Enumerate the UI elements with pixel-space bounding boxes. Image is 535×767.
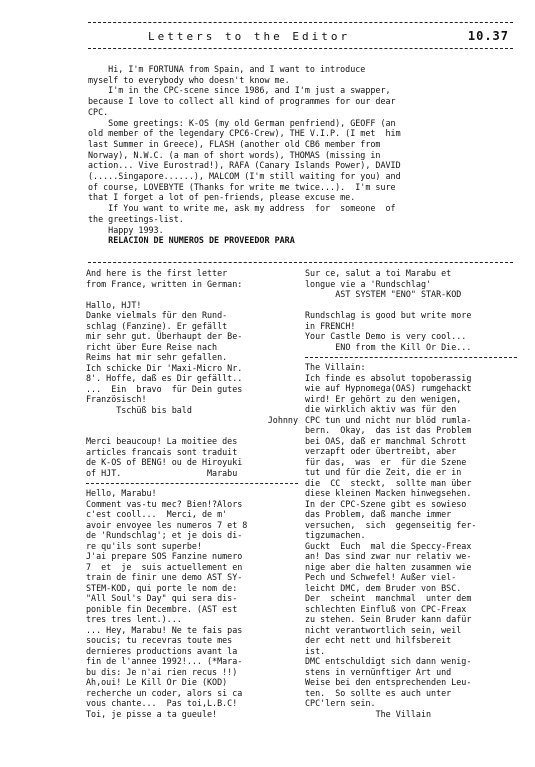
letter-line: Danke vielmals für den Rund-	[86, 310, 228, 320]
letter-line: articles francais sont traduit	[86, 446, 238, 457]
letter-line: Der scheint manchmal unter dem	[305, 593, 472, 603]
letter-line: ... Hey, Marabu! Ne te fais pas	[86, 624, 243, 635]
letter-line: re qu'ils sont superbe!	[86, 540, 202, 551]
letter-line: Johnny	[267, 415, 298, 425]
letter-line: soucis; tu recevras toute mes	[86, 635, 233, 645]
letter-line: CPC'lern sein.	[305, 698, 376, 708]
intro-paragraph: Happy 1993.	[88, 224, 164, 235]
letter-line: Ich schicke Dir 'Maxi-Micro Nr.	[86, 362, 243, 373]
intro-paragraph: Hi, I'm FORTUNA from Spain, and I want to introduce myself to everybody who doesn't know me.	[88, 64, 366, 85]
intro-paragraph: I'm in the CPC-scene since 1986, and I'm just a swapper, because I love to collect all kind of programmes for our dear CPC.	[88, 85, 396, 117]
letter-line: stens in vernünftiger Art und	[305, 666, 452, 677]
letter-line: ist.	[305, 645, 326, 656]
letter-line: die wirklich aktiv was für den	[305, 404, 457, 414]
letter-line: c'est cooll... Merci, de m'	[86, 509, 228, 519]
letter-block	[86, 488, 298, 719]
letter-line: an! Das sind zwar nur relativ we-	[305, 551, 472, 561]
letter-line: wie auf Hypnomega(OAS) rumgehackt	[305, 383, 472, 393]
letter-line: dernieres productions avant la	[86, 645, 238, 656]
letter-line: J'ai prepare SOS Fanzine numero	[86, 551, 243, 561]
letter-line: nicht verantwortlich sein, weil	[305, 624, 462, 635]
letter-line	[86, 289, 298, 300]
letter-line: ponible fin Decembre. (AST est	[86, 603, 238, 614]
letter-line: tut und für die Zeit, die er in	[305, 467, 462, 477]
letter-line: die CC steckt, sollte man über	[305, 477, 472, 488]
letter-line: DMC entschuldigt sich dann wenig-	[305, 656, 472, 666]
letter-line: 8'. Hoffe, daß es Dir gefällt..	[86, 373, 243, 383]
letter-line: The Villain:	[305, 362, 366, 372]
letter-line: bu dis: Je n'ai rien recus !!)	[86, 666, 238, 677]
letter-block	[305, 362, 517, 719]
letter-line: The Villain	[305, 708, 432, 719]
letter-line: Guckt Euch mal die Speccy-Freax	[305, 540, 472, 551]
letter-line: tres tres lent.)...	[86, 614, 182, 624]
letter-line: ENO from the Kill Or Die...	[305, 341, 472, 352]
intro-letter	[88, 64, 513, 246]
letter-block	[305, 268, 517, 352]
letter-line: fin de l'annee 1992!... (*Mara-	[86, 656, 243, 666]
letter-line: zu stehen. Sein Bruder kann dafür	[305, 614, 472, 624]
letter-line: nige aber die halten zusammen wie	[305, 561, 472, 572]
intro-heading: RELACION DE NUMEROS DE PROVEEDOR PARA	[88, 235, 295, 246]
right-column	[305, 268, 517, 757]
letter-line: Französisch!	[86, 394, 147, 404]
intro-paragraph: If You want to write me, ask my address for someone of the greetings-list.	[88, 203, 396, 224]
letter-line: Ah,oui! Le Kill Or Die (KOD)	[86, 677, 228, 687]
letter-line: "All Soul's Day" qui sera dis-	[86, 593, 238, 603]
letter-line	[305, 300, 517, 311]
letter-line: And here is the first letter	[86, 268, 228, 278]
letter-line: from France, written in German:	[86, 278, 243, 289]
letter-line: de K-OS of BENG! ou de Hiroyuki	[86, 457, 243, 467]
letter-line: bei OAS, daß er manchmal Schrott	[305, 435, 467, 446]
header-bottom-rule	[88, 48, 513, 49]
letter-line: Hello, Marabu!	[86, 488, 157, 498]
page-header	[88, 26, 513, 46]
letter-line: CPC tun und nicht nur blöd rumla-	[305, 414, 472, 425]
letters-columns	[86, 268, 517, 757]
page-number: 10.37	[467, 29, 509, 43]
letter-line: Weise bei den entsprechenden Leu-	[305, 677, 472, 687]
letter-line: wird! Er gehört zu den wenigen,	[305, 393, 462, 404]
section-rule	[88, 262, 513, 263]
letter-line: tigzumachen.	[305, 530, 366, 540]
letter-line: longue vie a 'Rundschlag'	[305, 278, 432, 289]
letter-line: versuchen, sich gegenseitig fer-	[305, 519, 477, 530]
letter-line: Reims hat mir sehr gefallen.	[86, 352, 228, 362]
page-title: Letters to the Editor	[148, 29, 351, 43]
letter-line: leicht DMC, dem Bruder von BSC.	[305, 582, 462, 593]
letter-line: Ich finde es absolut topoberassig	[305, 372, 472, 383]
letter-line: verzapft oder übertreibt, aber	[305, 446, 457, 456]
letter-line: STEM-KOD, qui porte le nom de:	[86, 582, 238, 593]
letter-line: In der CPC-Szene gibt es sowieso	[305, 498, 467, 509]
letter-line: 7 et je suis actuellement en	[86, 561, 243, 572]
letter-line: für das, was er für die Szene	[305, 456, 467, 467]
letter-block	[86, 268, 298, 478]
letter-line: vous chante... Pas toi,L.B.C!	[86, 698, 238, 708]
letter-line: Your Castle Demo is very cool...	[305, 331, 467, 341]
letter-line: in FRENCH!	[305, 320, 356, 331]
letter-divider	[86, 483, 298, 484]
letter-divider	[305, 357, 517, 358]
letter-line: Sur ce, salut a toi Marabu et	[305, 268, 452, 278]
letter-line	[86, 426, 298, 437]
letter-line: recherche un coder, alors si ca	[86, 687, 243, 698]
letter-line: Hallo, HJT!	[86, 299, 142, 310]
letter-line: Rundschlag is good but write more	[305, 310, 472, 320]
letter-line: mir sehr gut. Überhaupt der Be-	[86, 331, 243, 341]
letter-line: ... Ein bravo für Dein gutes	[86, 383, 243, 394]
letter-line: AST SYSTEM "ENO" STAR-KOD	[305, 289, 462, 299]
letter-line: train de finir une demo AST SY-	[86, 572, 243, 582]
letter-line: richt über Eure Reise nach	[86, 341, 218, 352]
letter-line: bern. Okay, das ist das Problem	[305, 425, 472, 435]
letter-line: de 'Rundschlag'; et je dois di-	[86, 530, 243, 540]
left-column	[86, 268, 298, 757]
header-top-rule	[88, 22, 513, 23]
letter-line: ten. So sollte es auch unter	[305, 687, 452, 698]
letter-line: der echt nett und hilfsbereit	[305, 635, 452, 645]
letter-line: das Problem, daß manche immer	[305, 509, 452, 519]
letter-line: Toi, je pisse a ta gueule!	[86, 708, 218, 719]
letter-line: Merci beaucoup! La moitiee des	[86, 436, 238, 446]
letter-line: avoir envoyee les numeros 7 et 8	[86, 519, 248, 530]
letter-line: of HJT. Marabu	[86, 467, 238, 478]
letter-line: Tschüß bis bald	[86, 404, 192, 415]
intro-paragraph: Some greetings: K-OS (my old German penfriend), GEOFF (an old member of the legendary CPC6-Crew), THE V.I.P. (I met him last Summer in Greece), FLASH (another old CB6 member from Norway), N.W.C. (a man of short words), THOMAS (missing in action... Vive Eurostrad!), RAFA (Canary Islands Power), DAVID (.....Singapore......), MALCOM (I'm still waiting for you) and of course, LOVEBYTE (Thanks for write me twice...). I'm sure that I forget a lot of pen-friends, please excuse me.	[88, 117, 401, 203]
letter-line: schlag (Fanzine). Er gefällt	[86, 320, 228, 331]
letter-line: Pech und Schwefel! Außer viel-	[305, 572, 457, 582]
letter-line: diese kleinen Macken hinwegsehen.	[305, 488, 472, 498]
letter-line: schlechten Einfluß von CPC-Freax	[305, 603, 467, 614]
letter-line: Comment vas-tu mec? Bien!?Alors	[86, 498, 243, 509]
